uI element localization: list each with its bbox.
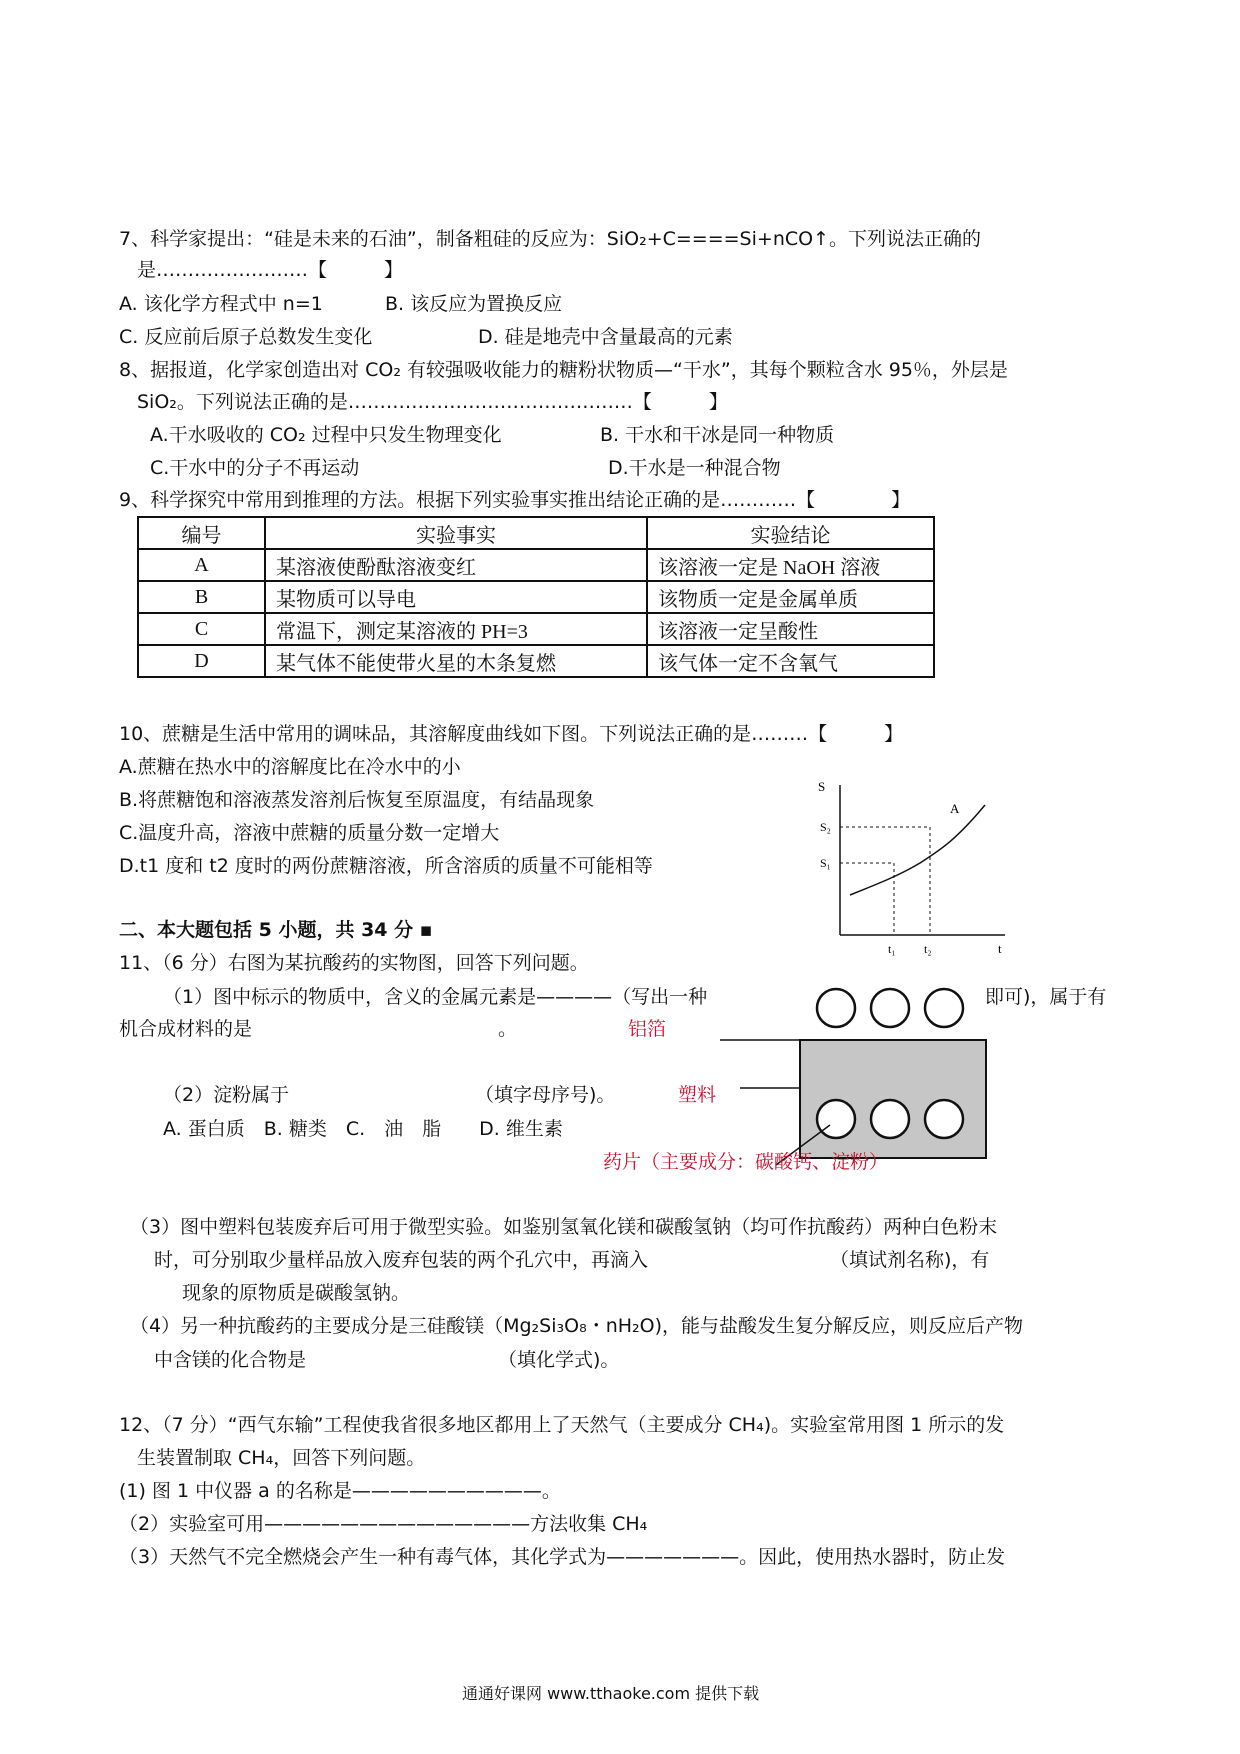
q10-option-b: B.将蔗糖饱和溶液蒸发溶剂后恢复至原温度，有结晶现象 <box>119 789 595 811</box>
row-conclusion: 该物质一定是金属单质 <box>647 581 934 613</box>
experiment-table <box>137 516 935 678</box>
q7-stem-line2: 是……………………【 】 <box>137 259 404 281</box>
header-conclusion: 实验结论 <box>647 517 934 549</box>
row-id: C <box>138 613 265 645</box>
q11-part2: （2）淀粉属于 <box>163 1084 290 1106</box>
top-hole-3 <box>925 989 963 1027</box>
table-row <box>138 645 934 677</box>
row-fact: 常温下，测定某溶液的 PH=3 <box>265 613 647 645</box>
q8-stem-line1: 8、据报道，化学家创造出对 CO₂ 有较强吸收能力的糖粉状物质—“干水”，其每个颗粒含水 95％，外层是 <box>119 359 1008 381</box>
q7-stem-line1: 7、科学家提出：“硅是未来的石油”，制备粗硅的反应为：SiO₂+C====Si+nCO↑。下列说法正确的 <box>119 228 981 250</box>
q8-option-d: D.干水是一种混合物 <box>608 457 781 479</box>
x-tick-t1: t₁ <box>888 942 896 956</box>
q11-part2-hint: （填字母序号)。 <box>475 1084 616 1106</box>
label-tablet: 药片（主要成分：碳酸钙、淀粉） <box>603 1151 889 1173</box>
q12-part1: (1) 图 1 中仪器 a 的名称是——————————。 <box>119 1480 561 1502</box>
q10-option-d: D.t1 度和 t2 度时的两份蔗糖溶液，所含溶质的质量不可能相等 <box>119 855 653 877</box>
label-plastic: 塑料 <box>678 1084 717 1106</box>
q10-option-a: A.蔗糖在热水中的溶解度比在冷水中的小 <box>119 756 461 778</box>
q11-stem: 11、（6 分）右图为某抗酸药的实物图，回答下列问题。 <box>119 952 589 974</box>
q10-stem: 10、蔗糖是生活中常用的调味品，其溶解度曲线如下图。下列说法正确的是………【 】 <box>119 723 904 745</box>
q11-part1-d: 。 <box>498 1018 518 1040</box>
table-row <box>138 581 934 613</box>
q12-part3: （3）天然气不完全燃烧会产生一种有毒气体，其化学式为———————。因此，使用热水器时，防止发 <box>119 1546 1006 1568</box>
row-conclusion: 该溶液一定是 NaOH 溶液 <box>647 549 934 581</box>
q8-option-a: A.干水吸收的 CO₂ 过程中只发生物理变化 <box>150 424 502 446</box>
q7-option-b: B. 该反应为置换反应 <box>385 293 563 315</box>
q11-part4-c: （填化学式)。 <box>498 1349 620 1371</box>
y-tick-s2: S₂ <box>820 820 831 834</box>
table-row <box>138 549 934 581</box>
row-fact: 某气体不能使带火星的木条复燃 <box>265 645 647 677</box>
q10-option-c: C.温度升高，溶液中蔗糖的质量分数一定增大 <box>119 822 500 844</box>
row-conclusion: 该溶液一定呈酸性 <box>647 613 934 645</box>
q12-part2: （2）实验室可用——————————————方法收集 CH₄ <box>119 1513 648 1535</box>
row-fact: 某物质可以导电 <box>265 581 647 613</box>
q11-part3-d: 现象的原物质是碳酸氢钠。 <box>182 1282 411 1304</box>
antacid-package-figure <box>720 975 1000 1175</box>
row-id: D <box>138 645 265 677</box>
q12-line1: 12、（7 分）“西气东输”工程使我省很多地区都用上了天然气（主要成分 CH₄)。实验室常用图 1 所示的发 <box>119 1414 1005 1436</box>
curve-a <box>850 805 985 895</box>
row-conclusion: 该气体一定不含氧气 <box>647 645 934 677</box>
q11-part3-b: 时，可分别取少量样品放入废弃包装的两个孔穴中，再滴入 <box>154 1249 649 1271</box>
q11-part4-b: 中含镁的化合物是 <box>154 1349 307 1371</box>
row-fact: 某溶液使酚酞溶液变红 <box>265 549 647 581</box>
q11-part2-options: A. 蛋白质 B. 糖类 C. 油 脂 D. 维生素 <box>163 1118 563 1140</box>
section-title: 二、本大题包括 5 小题，共 34 分 ▪ <box>119 919 433 941</box>
q8-option-c: C.干水中的分子不再运动 <box>150 457 360 479</box>
table-row <box>138 613 934 645</box>
q11-part1-a: （1）图中标示的物质中，含义的金属元素是————（写出一种 <box>163 986 708 1008</box>
header-number: 编号 <box>138 517 265 549</box>
series-label-a: A <box>950 801 960 816</box>
q7-option-c: C. 反应前后原子总数发生变化 <box>119 326 373 348</box>
tablet-2 <box>871 1100 909 1138</box>
solubility-chart <box>810 775 1010 965</box>
label-foil: 铝箔 <box>628 1018 667 1040</box>
q11-part1-c: 机合成材料的是 <box>119 1018 253 1040</box>
q11-part1-b: 即可)，属于有 <box>985 986 1107 1008</box>
top-hole-1 <box>817 989 855 1027</box>
row-id: B <box>138 581 265 613</box>
x-axis-label: t <box>998 941 1002 956</box>
x-tick-t2: t₂ <box>924 942 932 956</box>
q11-part3-c: （填试剂名称)，有 <box>830 1249 990 1271</box>
y-tick-s1: S₁ <box>820 856 831 870</box>
q9-stem: 9、科学探究中常用到推理的方法。根据下列实验事实推出结论正确的是…………【 】 <box>119 489 911 511</box>
q11-part4-a: （4）另一种抗酸药的主要成分是三硅酸镁（Mg₂Si₃O₈・nH₂O)，能与盐酸发生复分解反应，则反应后产物 <box>130 1315 1024 1337</box>
q8-option-b: B. 干水和干冰是同一种物质 <box>600 424 835 446</box>
tablet-1 <box>817 1100 855 1138</box>
q8-stem-line2: SiO₂。下列说法正确的是………………………………………【 】 <box>137 391 728 413</box>
y-axis-label: S <box>818 779 826 794</box>
q7-option-d: D. 硅是地壳中含量最高的元素 <box>478 326 733 348</box>
header-fact: 实验事实 <box>265 517 647 549</box>
top-hole-2 <box>871 989 909 1027</box>
page-footer: 通通好课网 www.tthaoke.com 提供下载 <box>462 1684 760 1703</box>
tablet-3 <box>925 1100 963 1138</box>
q12-line2: 生装置制取 CH₄，回答下列问题。 <box>137 1447 426 1469</box>
row-id: A <box>138 549 265 581</box>
q11-part3-a: （3）图中塑料包装废弃后可用于微型实验。如鉴别氢氧化镁和碳酸氢钠（均可作抗酸药）两种白色粉末 <box>130 1216 998 1238</box>
q7-option-a: A. 该化学方程式中 n=1 <box>119 293 323 315</box>
table-header-row <box>138 517 934 549</box>
